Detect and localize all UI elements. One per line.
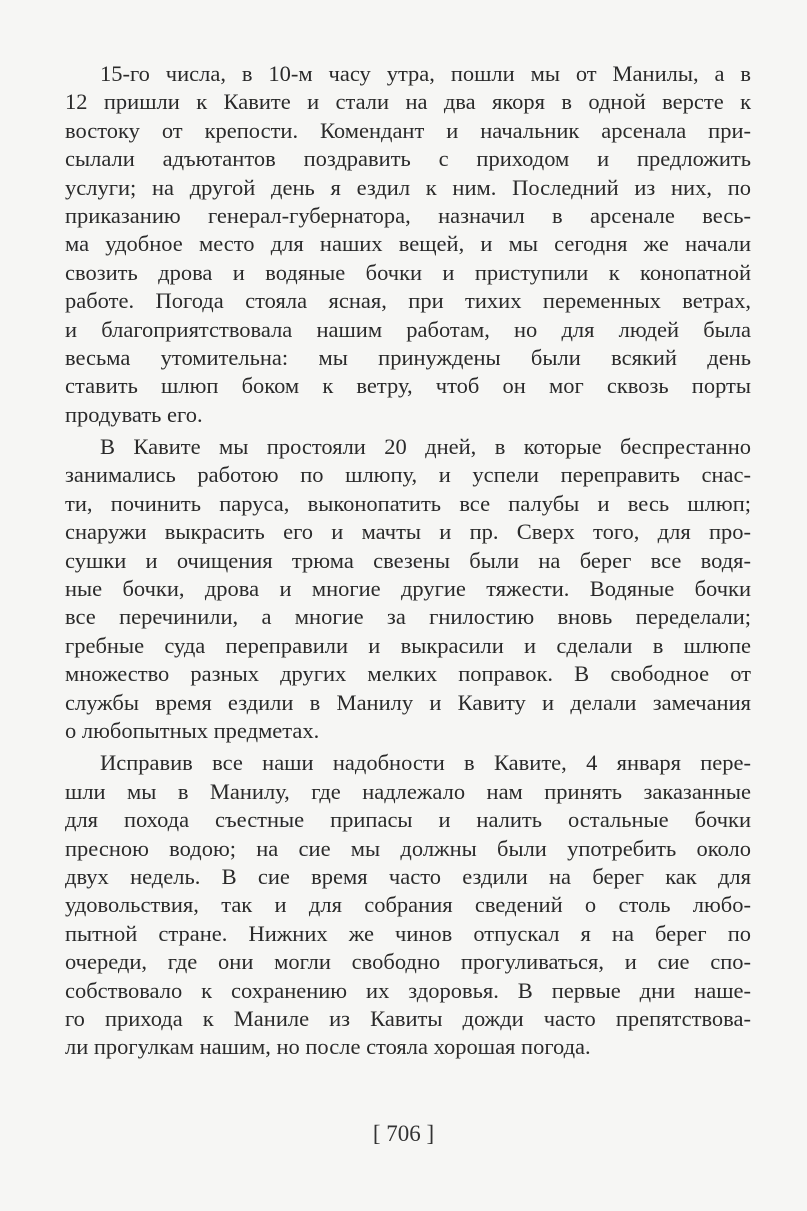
text-line: приказанию генерал-губернатора, назначил в арсенале весь- — [65, 202, 751, 228]
text-line: ли прогулкам нашим, но после стояла хорошая погода. — [65, 1034, 591, 1060]
text-line: о любопытных предметах. — [65, 717, 320, 743]
paragraph — [65, 433, 751, 745]
text-line: ма удобное место для наших вещей, и мы сегодня же начали — [65, 231, 751, 257]
page-body — [65, 60, 751, 1066]
text-line: 12 пришли к Кавите и стали на два якоря в одной версте к — [65, 89, 751, 115]
text-line: собствовало к сохранению их здоровья. В первые дни наше- — [65, 977, 751, 1003]
text-line: востоку от крепости. Комендант и начальник арсенала при- — [65, 117, 751, 143]
text-line: гребные суда переправили и выкрасили и сделали в шлюпе — [65, 632, 751, 658]
text-line: пытной стране. Нижних же чинов отпускал я на берег по — [65, 920, 751, 946]
text-line: ставить шлюп боком к ветру, чтоб он мог сквозь порты — [65, 373, 751, 399]
text-line: очереди, где они могли свободно прогуливаться, и сие спо- — [65, 949, 751, 975]
text-line: работе. Погода стояла ясная, при тихих переменных ветрах, — [65, 288, 751, 314]
text-line: продувать его. — [65, 401, 203, 427]
text-line: для похода съестные припасы и налить остальные бочки — [65, 807, 751, 833]
text-line: двух недель. В сие время часто ездили на берег как для — [65, 863, 751, 889]
text-line: го прихода к Маниле из Кавиты дожди часто препятствова- — [65, 1005, 751, 1031]
text-line: Исправив все наши надобности в Кавите, 4 января пере- — [100, 750, 751, 776]
text-line: все перечинили, а многие за гнилостию вновь переделали; — [65, 604, 751, 630]
text-line: шли мы в Манилу, где надлежало нам принять заказанные — [65, 778, 751, 804]
text-line: 15-го числа, в 10-м часу утра, пошли мы от Манилы, а в — [100, 61, 751, 86]
text-line: сушки и очищения трюма свезены были на берег все водя- — [65, 547, 751, 573]
text-line: службы время ездили в Манилу и Кавиту и делали замечания — [65, 689, 751, 715]
text-line: ные бочки, дрова и многие другие тяжести. Водяные бочки — [65, 576, 751, 602]
text-line: В Кавите мы простояли 20 дней, в которые беспрестанно — [100, 434, 751, 460]
page-number: [ 706 ] — [372, 1121, 435, 1146]
text-line: весьма утомительна: мы принуждены были всякий день — [65, 344, 751, 370]
text-line: ти, починить паруса, выконопатить все палубы и весь шлюп; — [65, 490, 751, 516]
paragraph — [65, 749, 751, 1061]
text-line: сылали адъютантов поздравить с приходом и предложить — [65, 146, 751, 172]
text-line: услуги; на другой день я ездил к ним. Последний из них, по — [65, 174, 751, 200]
text-line: пресною водою; на сие мы должны были употребить около — [65, 835, 751, 861]
text-line: снаружи выкрасить его и мачты и пр. Сверх того, для про- — [65, 519, 751, 545]
paragraph — [65, 60, 751, 429]
text-line: свозить дрова и водяные бочки и приступили к конопатной — [65, 259, 751, 285]
text-line: множество разных других мелких поправок. В свободное от — [65, 661, 751, 687]
text-line: удовольствия, так и для собрания сведений о столь любо- — [65, 892, 751, 918]
text-line: и благоприятствовала нашим работам, но для людей была — [65, 316, 751, 342]
text-line: занимались работою по шлюпу, и успели переправить снас- — [65, 462, 751, 488]
